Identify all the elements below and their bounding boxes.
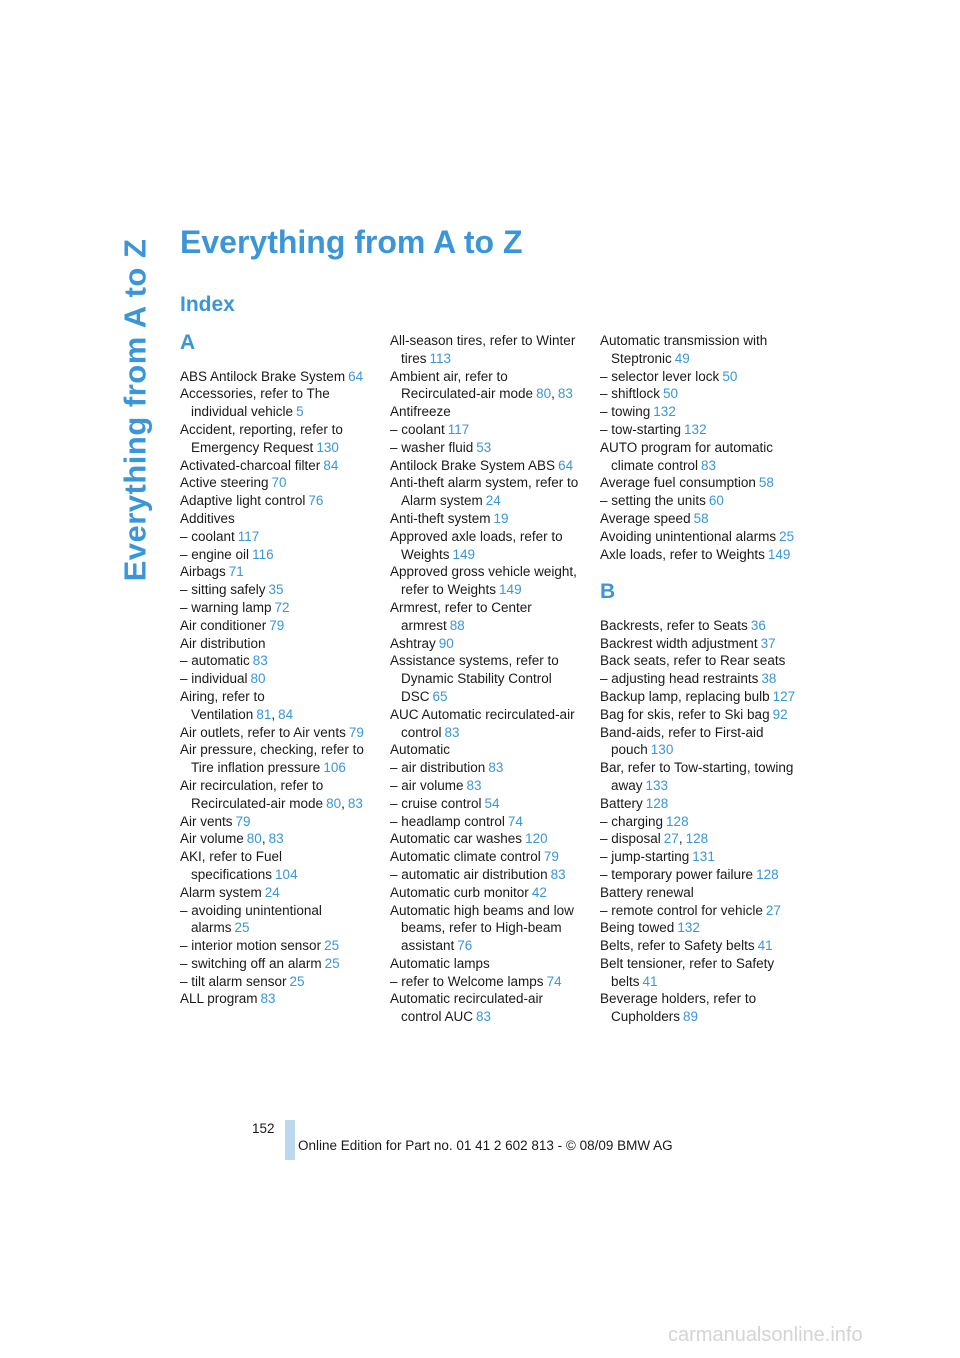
index-entry-text: Adaptive light control xyxy=(180,493,306,509)
index-entry-text: Airbags xyxy=(180,564,226,580)
page-reference-link[interactable]: 53 xyxy=(476,439,492,455)
index-entry xyxy=(390,439,580,457)
index-entry: Air volume 80, 83 xyxy=(180,831,284,847)
page-reference-link[interactable]: 120 xyxy=(525,831,548,847)
page-reference-link[interactable]: 83 xyxy=(347,795,363,811)
index-column-1 xyxy=(180,332,370,1008)
page-reference-link[interactable]: 132 xyxy=(677,920,700,936)
index-entry-text: – charging xyxy=(600,813,664,829)
page-reference-link[interactable]: 41 xyxy=(757,938,773,954)
index-entry-text: Battery renewal xyxy=(600,884,694,900)
index-entry-text: – coolant xyxy=(390,421,445,437)
index-entry xyxy=(600,955,800,991)
index-entry-text: – engine oil xyxy=(180,546,250,562)
index-entry xyxy=(390,884,580,902)
index-entry-text: – setting the units xyxy=(600,493,706,509)
watermark: carmanualsonline.info xyxy=(668,1324,863,1346)
page-reference-link[interactable]: 71 xyxy=(228,564,244,580)
page-reference-link[interactable]: 50 xyxy=(722,368,738,384)
index-entry-text: Average speed xyxy=(600,510,691,526)
index-entry xyxy=(390,973,580,991)
index-entry-text: – selector lever lock xyxy=(600,368,720,384)
index-entry xyxy=(600,546,800,564)
page-reference-link[interactable]: 79 xyxy=(543,849,559,865)
page-reference-link[interactable]: 74 xyxy=(546,973,562,989)
page-reference-link[interactable]: 131 xyxy=(692,849,715,865)
index-entry xyxy=(390,563,580,599)
index-entry xyxy=(600,795,800,813)
index-entry: Airing, refer to Ventilation 81, 84 xyxy=(180,688,294,722)
index-entry xyxy=(180,670,370,688)
index-entry xyxy=(600,848,800,866)
page-reference-link[interactable]: 35 xyxy=(268,582,284,598)
index-column-3 xyxy=(600,332,800,1026)
page-reference-link[interactable]: 84 xyxy=(278,706,294,722)
index-entry-text: Airing, refer to Ventilation xyxy=(180,688,265,722)
page-reference-link[interactable]: 117 xyxy=(237,528,260,544)
page-reference-link[interactable]: 25 xyxy=(234,920,250,936)
index-entry-text: – interior motion sensor xyxy=(180,938,322,954)
index-entry-text: – cruise control xyxy=(390,795,482,811)
index-entry xyxy=(390,421,580,439)
page-reference-link[interactable]: 60 xyxy=(708,493,724,509)
index-entry-text: All-season tires, refer to Winter tires xyxy=(390,333,576,366)
index-entry xyxy=(180,528,370,546)
index-entry-text: Battery xyxy=(600,795,643,811)
page-reference-link[interactable]: 83 xyxy=(268,831,284,847)
index-entry-text: Band-aids, refer to First-aid pouch xyxy=(600,724,764,758)
page-reference-link[interactable]: 149 xyxy=(499,582,522,598)
page-reference-link[interactable]: 83 xyxy=(252,653,268,669)
page-reference-link[interactable]: 83 xyxy=(557,386,573,402)
page-reference-link[interactable]: 80 xyxy=(246,831,262,847)
page-reference-link[interactable]: 132 xyxy=(653,404,676,420)
page-reference-link[interactable]: 27 xyxy=(663,831,679,847)
index-entry-text: Ashtray xyxy=(390,635,436,651)
index-entry-text: Air vents xyxy=(180,813,233,829)
index-entry xyxy=(600,724,800,760)
index-entry xyxy=(180,635,370,653)
index-entry xyxy=(600,617,800,635)
index-entry xyxy=(390,528,580,564)
page-reference-link[interactable]: 37 xyxy=(760,635,776,651)
page-reference-link[interactable]: 24 xyxy=(264,884,280,900)
index-entry xyxy=(390,635,580,653)
index-entry xyxy=(180,902,370,938)
index-entry-text: – air volume xyxy=(390,777,464,793)
page-reference-link[interactable]: 74 xyxy=(507,813,523,829)
page-reference-link[interactable]: 128 xyxy=(645,795,669,811)
page-reference-link[interactable]: 5 xyxy=(296,404,304,420)
page-title: Everything from A to Z xyxy=(180,224,523,260)
index-entry xyxy=(180,546,370,564)
page-reference-link[interactable]: 24 xyxy=(485,493,501,509)
index-entry xyxy=(600,990,800,1026)
page-reference-link[interactable]: 80 xyxy=(326,795,342,811)
page-reference-link[interactable]: 130 xyxy=(316,439,339,455)
index-entry-text: Automatic climate control xyxy=(390,849,541,865)
index-entry-text: – switching off an alarm xyxy=(180,955,322,971)
index-entry-text: Automatic lamps xyxy=(390,955,490,971)
index-entry-text: Belts, refer to Safety belts xyxy=(600,938,755,954)
page-reference-link[interactable]: 149 xyxy=(767,546,791,562)
index-entry-text: Axle loads, refer to Weights xyxy=(600,546,765,562)
index-entry xyxy=(180,990,370,1008)
page-reference-link[interactable]: 50 xyxy=(663,386,679,402)
index-entry xyxy=(180,848,370,884)
page-reference-link[interactable]: 88 xyxy=(449,617,465,633)
index-entry-text: Additives xyxy=(180,510,235,526)
index-entry-text: Accessories, refer to The individual vehicle xyxy=(180,386,330,420)
page-reference-link[interactable]: 113 xyxy=(429,350,452,366)
page-reference-link[interactable]: 90 xyxy=(438,635,454,651)
index-letter-heading: B xyxy=(600,580,616,604)
index-entry xyxy=(390,741,580,759)
index-entry xyxy=(180,955,370,973)
index-entry-text: Air conditioner xyxy=(180,617,267,633)
index-entry xyxy=(180,724,370,742)
index-entry-text: – tilt alarm sensor xyxy=(180,973,287,989)
index-entry xyxy=(180,937,370,955)
index-entry-text: – remote control for vehicle xyxy=(600,902,763,918)
page-reference-link[interactable]: 92 xyxy=(772,706,788,722)
page-reference-link[interactable]: 64 xyxy=(558,457,574,473)
index-entry: – disposal 27, 128 xyxy=(600,831,709,847)
index-entry-text: Air distribution xyxy=(180,635,266,651)
index-entry xyxy=(390,706,580,742)
page-reference-link[interactable]: 72 xyxy=(274,599,290,615)
index-entry xyxy=(600,492,800,510)
footer-edition-text: Online Edition for Part no. 01 41 2 602 813 - © 08/09 BMW AG xyxy=(298,1138,673,1153)
page-reference-link[interactable]: 116 xyxy=(252,546,274,562)
index-entry xyxy=(390,795,580,813)
index-entry xyxy=(390,332,580,368)
index-entry xyxy=(390,652,580,705)
index-entry-text: Assistance systems, refer to Dynamic Stability Control DSC xyxy=(390,653,559,704)
index-entry xyxy=(600,884,800,902)
index-entry-text: Automatic xyxy=(390,742,451,758)
index-entry xyxy=(180,385,370,421)
index-entry xyxy=(600,332,800,368)
page-reference-link[interactable]: 83 xyxy=(260,991,276,1007)
index-entry-text: – headlamp control xyxy=(390,813,505,829)
index-entry xyxy=(180,741,370,777)
index-entry xyxy=(600,510,800,528)
index-entry-text: – automatic air distribution xyxy=(390,866,548,882)
index-entry-text: – sitting safely xyxy=(180,582,266,598)
page-reference-link[interactable]: 42 xyxy=(531,884,547,900)
index-entry xyxy=(390,813,580,831)
index-entry xyxy=(390,457,580,475)
index-entry xyxy=(390,955,580,973)
index-entry-text: – individual xyxy=(180,671,248,687)
index-entry-text: – shiftlock xyxy=(600,386,661,402)
index-entry-text: Antifreeze xyxy=(390,404,451,420)
page-reference-link[interactable]: 25 xyxy=(289,973,305,989)
index-entry xyxy=(180,563,370,581)
index-column-2 xyxy=(390,332,580,1026)
page-reference-link[interactable]: 38 xyxy=(761,671,777,687)
index-entry xyxy=(390,866,580,884)
index-entry xyxy=(390,777,580,795)
index-entry-text: Automatic curb monitor xyxy=(390,884,529,900)
index-entry-text: – refer to Welcome lamps xyxy=(390,973,544,989)
page-reference-link[interactable]: 79 xyxy=(269,617,285,633)
page-reference-link[interactable]: 79 xyxy=(235,813,251,829)
index-entry-text: Backup lamp, replacing bulb xyxy=(600,688,770,704)
page-reference-link[interactable]: 84 xyxy=(323,457,339,473)
index-entry xyxy=(180,599,370,617)
index-entry xyxy=(600,421,800,439)
index-entry xyxy=(600,813,800,831)
index-entry xyxy=(180,884,370,902)
page-reference-link[interactable]: 83 xyxy=(488,760,504,776)
page-reference-link[interactable]: 133 xyxy=(645,777,669,793)
index-entry-text: Air volume xyxy=(180,831,244,847)
index-entry xyxy=(600,474,800,492)
index-entry xyxy=(600,439,800,475)
page-reference-link[interactable]: 27 xyxy=(765,902,781,918)
index-entry-text: Accident, reporting, refer to Emergency Request xyxy=(180,421,343,455)
index-entry xyxy=(600,866,800,884)
index-entry-text: AKI, refer to Fuel specifications xyxy=(180,849,283,882)
page-reference-link[interactable]: 54 xyxy=(484,795,500,811)
page-reference-link[interactable]: 25 xyxy=(324,955,340,971)
index-entry xyxy=(600,937,800,955)
index-entry-text: – air distribution xyxy=(390,760,486,776)
page-reference-link[interactable]: 70 xyxy=(271,475,287,491)
index-entry-text: Anti-theft system xyxy=(390,510,491,526)
index-entry xyxy=(600,902,800,920)
page-reference-link[interactable]: 25 xyxy=(324,938,340,954)
page-reference-link[interactable]: 83 xyxy=(444,724,460,740)
index-entry-text: Automatic car washes xyxy=(390,831,523,847)
index-entry: Air recirculation, refer to Recirculated-air mode 80, 83 xyxy=(180,777,363,811)
index-entry-text: Air recirculation, refer to Recirculated-air mode xyxy=(180,777,324,811)
index-entry xyxy=(600,688,800,706)
index-entry xyxy=(180,457,370,475)
index-entry: Ambient air, refer to Recirculated-air mode 80, 83 xyxy=(390,368,573,402)
page-reference-link[interactable]: 83 xyxy=(550,866,566,882)
index-entry-text: Beverage holders, refer to Cupholders xyxy=(600,991,757,1025)
side-title-tab xyxy=(115,240,155,580)
index-entry-text: Being towed xyxy=(600,920,675,936)
page-reference-link[interactable]: 130 xyxy=(650,742,674,758)
page-reference-link[interactable]: 41 xyxy=(642,973,658,989)
index-entry-text: Air pressure, checking, refer to Tire inflation pressure xyxy=(180,742,364,776)
page-reference-link[interactable]: 128 xyxy=(666,813,689,829)
index-entry-text: Approved gross vehicle weight, refer to Weights xyxy=(390,564,577,598)
index-entry xyxy=(390,848,580,866)
index-entry-text: Active steering xyxy=(180,475,269,491)
page-reference-link[interactable]: 81 xyxy=(256,706,272,722)
index-entry-text: Bar, refer to Tow-starting, towing away xyxy=(600,760,794,793)
index-entry-text: Ambient air, refer to Recirculated-air mode xyxy=(390,368,534,402)
index-entry xyxy=(180,652,370,670)
index-entry xyxy=(180,581,370,599)
index-entry xyxy=(600,635,800,653)
page-reference-link[interactable]: 149 xyxy=(452,546,476,562)
index-entry-text: AUTO program for automatic climate control xyxy=(600,439,774,473)
index-entry xyxy=(600,368,800,386)
page-reference-link[interactable]: 128 xyxy=(685,831,709,847)
index-entry-text: ABS Antilock Brake System xyxy=(180,368,346,384)
index-entry-text: Avoiding unintentional alarms xyxy=(600,528,777,544)
index-entry-text: – warning lamp xyxy=(180,599,272,615)
index-entry xyxy=(390,902,580,955)
index-entry xyxy=(600,403,800,421)
index-entry xyxy=(600,528,800,546)
page-reference-link[interactable]: 117 xyxy=(447,421,470,437)
index-entry-text: Bag for skis, refer to Ski bag xyxy=(600,706,770,722)
page-reference-link[interactable]: 19 xyxy=(493,510,509,526)
section-title: Index xyxy=(180,293,235,316)
index-entry-text: Back seats, refer to Rear seats xyxy=(600,653,786,669)
index-entry-text: – disposal xyxy=(600,831,661,847)
page-reference-link[interactable]: 79 xyxy=(348,724,364,740)
index-entry xyxy=(180,813,370,831)
index-entry xyxy=(180,510,370,528)
index-entry xyxy=(600,652,800,670)
index-entry-text: ALL program xyxy=(180,991,258,1007)
page-reference-link[interactable]: 127 xyxy=(772,688,796,704)
page-reference-link[interactable]: 36 xyxy=(750,617,766,633)
footer-accent-bar xyxy=(285,1120,295,1160)
index-entry-text: – washer fluid xyxy=(390,439,474,455)
index-entry xyxy=(180,492,370,510)
index-entry xyxy=(180,617,370,635)
index-entry-text: Belt tensioner, refer to Safety belts xyxy=(600,955,775,989)
index-entry-text: Activated-charcoal filter xyxy=(180,457,321,473)
page-reference-link[interactable]: 49 xyxy=(674,350,690,366)
side-title: Everything from A to Z xyxy=(117,238,153,582)
index-entry xyxy=(390,403,580,421)
page-reference-link[interactable]: 128 xyxy=(756,866,779,882)
page-reference-link[interactable]: 104 xyxy=(275,866,298,882)
index-entry-text: – jump-starting xyxy=(600,849,690,865)
index-entry xyxy=(600,385,800,403)
page-reference-link[interactable]: 89 xyxy=(683,1009,699,1025)
page-reference-link[interactable]: 76 xyxy=(457,938,473,954)
index-entry xyxy=(180,474,370,492)
page-reference-link[interactable]: 65 xyxy=(432,688,448,704)
index-entry-text: Anti-theft alarm system, refer to Alarm system xyxy=(390,475,579,509)
index-entry-text: Automatic transmission with Steptronic xyxy=(600,333,768,366)
index-entry xyxy=(600,706,800,724)
index-entry xyxy=(390,510,580,528)
index-entry-text: Backrests, refer to Seats xyxy=(600,617,748,633)
index-entry-text: – avoiding unintentional alarms xyxy=(180,902,322,936)
index-entry xyxy=(390,474,580,510)
index-entry-text: Backrest width adjustment xyxy=(600,635,758,651)
index-entry-text: Armrest, refer to Center armrest xyxy=(390,599,532,633)
page-reference-link[interactable]: 58 xyxy=(758,475,774,491)
index-entry xyxy=(600,670,800,688)
page-reference-link[interactable]: 80 xyxy=(250,671,266,687)
index-entry-text: Alarm system xyxy=(180,884,262,900)
index-entry xyxy=(600,919,800,937)
index-entry xyxy=(390,599,580,635)
index-letter-heading: A xyxy=(180,331,196,354)
index-entry-text: Air outlets, refer to Air vents xyxy=(180,724,346,740)
index-entry-text: Approved axle loads, refer to Weights xyxy=(390,528,563,562)
index-entry-text: – adjusting head restraints xyxy=(600,671,759,687)
index-entry-text: – tow-starting xyxy=(600,421,682,437)
index-entry-text: AUC Automatic recirculated-air control xyxy=(390,706,575,740)
page-reference-link[interactable]: 76 xyxy=(308,493,324,509)
index-entry xyxy=(180,973,370,991)
index-entry xyxy=(390,830,580,848)
index-entry xyxy=(180,368,370,386)
index-entry-text: Automatic recirculated-air control AUC xyxy=(390,991,544,1025)
page-reference-link[interactable]: 83 xyxy=(701,457,717,473)
page-reference-link[interactable]: 80 xyxy=(536,386,552,402)
page-reference-link[interactable]: 83 xyxy=(476,1009,492,1025)
index-entry-text: – coolant xyxy=(180,528,235,544)
page-reference-link[interactable]: 64 xyxy=(348,368,364,384)
index-entry-text: Antilock Brake System ABS xyxy=(390,457,556,473)
index-entry-text: Average fuel consumption xyxy=(600,475,756,491)
page-reference-link[interactable]: 106 xyxy=(323,760,346,776)
page-reference-link[interactable]: 58 xyxy=(693,510,709,526)
index-entry-text: – towing xyxy=(600,404,651,420)
page-reference-link[interactable]: 132 xyxy=(684,421,707,437)
index-entry xyxy=(390,759,580,777)
index-entry xyxy=(390,990,580,1026)
index-entry-text: – temporary power failure xyxy=(600,866,754,882)
page-reference-link[interactable]: 25 xyxy=(779,528,795,544)
index-entry xyxy=(180,421,370,457)
index-entry-text: Automatic high beams and low beams, refer to High-beam assistant xyxy=(390,902,574,954)
page-number: 152 xyxy=(252,1121,275,1136)
page-reference-link[interactable]: 83 xyxy=(466,777,482,793)
index-entry-text: – automatic xyxy=(180,653,250,669)
index-entry xyxy=(600,759,800,795)
